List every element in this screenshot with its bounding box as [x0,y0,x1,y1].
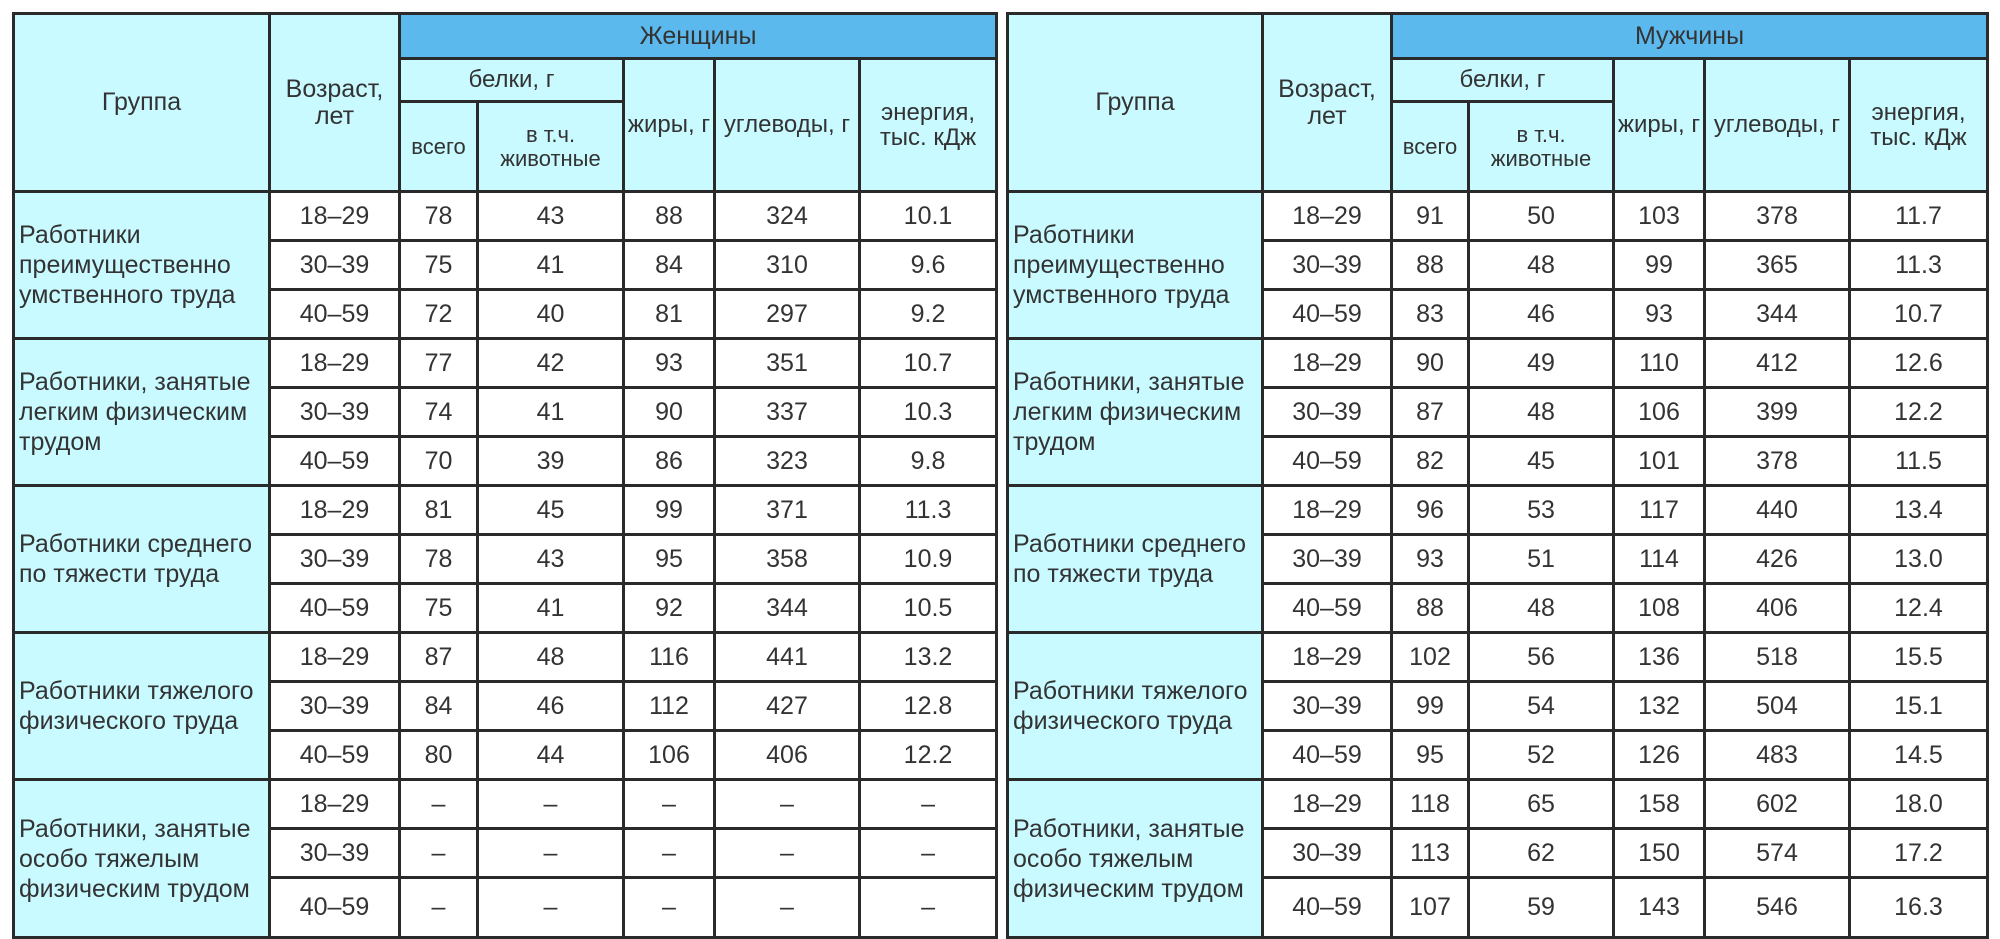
energy-cell: – [860,780,997,829]
protein-total-cell: 81 [400,486,478,535]
fats-cell: – [624,780,715,829]
carbs-cell: 602 [1705,780,1850,829]
carbs-cell: – [715,780,860,829]
fats-cell: – [624,878,715,938]
header-age: Возраст, лет [270,14,400,192]
fats-cell: 108 [1614,584,1705,633]
fats-cell: 95 [624,535,715,584]
fats-cell: 99 [624,486,715,535]
fats-cell: 116 [624,633,715,682]
carbs-cell: 323 [715,437,860,486]
table-row [1008,780,1988,829]
carbs-cell: 427 [715,682,860,731]
header-energy: энергия, тыс. кДж [1850,59,1988,192]
energy-cell: 12.6 [1850,339,1988,388]
carbs-cell: 406 [715,731,860,780]
energy-cell: 10.7 [860,339,997,388]
carbs-cell: 351 [715,339,860,388]
protein-total-cell: 107 [1392,878,1469,938]
age-cell: 18–29 [1263,192,1392,241]
age-cell: 30–39 [270,535,400,584]
age-cell: 30–39 [270,682,400,731]
group-name-cell: Работники преимущественно умственного труда [1008,192,1263,339]
header-protein: белки, г [1392,59,1614,102]
header-energy: энергия, тыс. кДж [860,59,997,192]
protein-animal-cell: 44 [478,731,624,780]
protein-animal-cell: – [478,878,624,938]
age-cell: 30–39 [1263,682,1392,731]
age-cell: 40–59 [270,731,400,780]
energy-cell: 11.7 [1850,192,1988,241]
energy-cell: 14.5 [1850,731,1988,780]
protein-animal-cell: 48 [1469,584,1614,633]
age-cell: 30–39 [1263,829,1392,878]
protein-total-cell: 102 [1392,633,1469,682]
protein-animal-cell: 59 [1469,878,1614,938]
protein-animal-cell: 56 [1469,633,1614,682]
protein-total-cell: 118 [1392,780,1469,829]
protein-animal-cell: 51 [1469,535,1614,584]
protein-total-cell: 77 [400,339,478,388]
age-cell: 30–39 [270,388,400,437]
protein-animal-cell: 45 [478,486,624,535]
protein-total-cell: 99 [1392,682,1469,731]
protein-total-cell: 74 [400,388,478,437]
fats-cell: 150 [1614,829,1705,878]
protein-total-cell: – [400,829,478,878]
energy-cell: 10.5 [860,584,997,633]
fats-cell: 93 [1614,290,1705,339]
group-name-cell: Работники тяжелого физического труда [1008,633,1263,780]
carbs-cell: – [715,878,860,938]
carbs-cell: 406 [1705,584,1850,633]
fats-cell: 90 [624,388,715,437]
protein-total-cell: 93 [1392,535,1469,584]
protein-animal-cell: 49 [1469,339,1614,388]
protein-total-cell: 78 [400,535,478,584]
protein-animal-cell: 65 [1469,780,1614,829]
header-fats: жиры, г [624,59,715,192]
men-nutrition-table [1006,12,1989,939]
table-row [14,192,997,241]
protein-total-cell: 70 [400,437,478,486]
header-protein-total: всего [1392,102,1469,192]
age-cell: 18–29 [270,192,400,241]
protein-total-cell: 91 [1392,192,1469,241]
age-cell: 18–29 [1263,486,1392,535]
fats-cell: 99 [1614,241,1705,290]
header-women-title: Женщины [400,14,997,59]
energy-cell: 15.5 [1850,633,1988,682]
header-fats: жиры, г [1614,59,1705,192]
energy-cell: 17.2 [1850,829,1988,878]
header-age: Возраст, лет [1263,14,1392,192]
carbs-cell: 546 [1705,878,1850,938]
age-cell: 40–59 [1263,437,1392,486]
protein-total-cell: – [400,878,478,938]
header-protein: белки, г [400,59,624,102]
carbs-cell: 574 [1705,829,1850,878]
group-name-cell: Работники, занятые легким физическим трудом [1008,339,1263,486]
age-cell: 18–29 [1263,780,1392,829]
carbs-cell: 412 [1705,339,1850,388]
table-row [14,339,997,388]
energy-cell: 12.2 [860,731,997,780]
energy-cell: 15.1 [1850,682,1988,731]
carbs-cell: 337 [715,388,860,437]
carbs-cell: 399 [1705,388,1850,437]
carbs-cell: 518 [1705,633,1850,682]
age-cell: 30–39 [270,241,400,290]
protein-animal-cell: – [478,829,624,878]
protein-animal-cell: 48 [1469,388,1614,437]
group-name-cell: Работники преимущественно умственного труда [14,192,270,339]
header-protein-total: всего [400,102,478,192]
protein-animal-cell: 41 [478,584,624,633]
protein-total-cell: 87 [1392,388,1469,437]
fats-cell: 81 [624,290,715,339]
protein-animal-cell: 39 [478,437,624,486]
table-row [14,780,997,829]
protein-total-cell: 87 [400,633,478,682]
energy-cell: 12.8 [860,682,997,731]
fats-cell: 114 [1614,535,1705,584]
header-group: Группа [1008,14,1263,192]
carbs-cell: 365 [1705,241,1850,290]
fats-cell: 126 [1614,731,1705,780]
protein-total-cell: 80 [400,731,478,780]
protein-total-cell: 82 [1392,437,1469,486]
protein-animal-cell: 45 [1469,437,1614,486]
protein-animal-cell: 50 [1469,192,1614,241]
energy-cell: 9.2 [860,290,997,339]
age-cell: 18–29 [270,339,400,388]
protein-total-cell: 75 [400,241,478,290]
protein-animal-cell: 46 [478,682,624,731]
age-cell: 40–59 [1263,584,1392,633]
carbs-cell: 426 [1705,535,1850,584]
protein-animal-cell: 48 [478,633,624,682]
carbs-cell: 378 [1705,437,1850,486]
fats-cell: 92 [624,584,715,633]
fats-cell: 106 [624,731,715,780]
protein-animal-cell: 46 [1469,290,1614,339]
fats-cell: 86 [624,437,715,486]
energy-cell: 10.3 [860,388,997,437]
age-cell: 18–29 [270,780,400,829]
energy-cell: 10.1 [860,192,997,241]
group-name-cell: Работники, занятые особо тяжелым физическим трудом [14,780,270,938]
fats-cell: 136 [1614,633,1705,682]
table-body [14,192,997,938]
fats-cell: 143 [1614,878,1705,938]
fats-cell: 84 [624,241,715,290]
table-row [14,633,997,682]
carbs-cell: 344 [715,584,860,633]
table-body [1008,192,1988,938]
energy-cell: 16.3 [1850,878,1988,938]
age-cell: 18–29 [1263,633,1392,682]
table-row [1008,192,1988,241]
protein-total-cell: 72 [400,290,478,339]
table-row [1008,339,1988,388]
fats-cell: 88 [624,192,715,241]
protein-total-cell: – [400,780,478,829]
age-cell: 40–59 [1263,731,1392,780]
protein-animal-cell: 43 [478,192,624,241]
protein-total-cell: 84 [400,682,478,731]
table-row [14,486,997,535]
age-cell: 30–39 [1263,388,1392,437]
energy-cell: 10.9 [860,535,997,584]
carbs-cell: 483 [1705,731,1850,780]
fats-cell: 106 [1614,388,1705,437]
fats-cell: – [624,829,715,878]
protein-animal-cell: 42 [478,339,624,388]
age-cell: 18–29 [270,486,400,535]
carbs-cell: 297 [715,290,860,339]
energy-cell: 12.4 [1850,584,1988,633]
carbs-cell: 310 [715,241,860,290]
fats-cell: 93 [624,339,715,388]
carbs-cell: 324 [715,192,860,241]
carbs-cell: 504 [1705,682,1850,731]
carbs-cell: 371 [715,486,860,535]
protein-total-cell: 95 [1392,731,1469,780]
energy-cell: 12.2 [1850,388,1988,437]
age-cell: 40–59 [270,584,400,633]
fats-cell: 112 [624,682,715,731]
women-nutrition-table [12,12,998,939]
table-row [1008,486,1988,535]
carbs-cell: 358 [715,535,860,584]
protein-total-cell: 88 [1392,241,1469,290]
fats-cell: 103 [1614,192,1705,241]
table-row [1008,633,1988,682]
protein-animal-cell: 41 [478,388,624,437]
header-carbs: углеводы, г [715,59,860,192]
header-carbs: углеводы, г [1705,59,1850,192]
fats-cell: 132 [1614,682,1705,731]
fats-cell: 117 [1614,486,1705,535]
protein-animal-cell: 41 [478,241,624,290]
energy-cell: – [860,878,997,938]
age-cell: 40–59 [1263,878,1392,938]
age-cell: 40–59 [270,878,400,938]
energy-cell: 9.6 [860,241,997,290]
protein-animal-cell: – [478,780,624,829]
group-name-cell: Работники среднего по тяжести труда [14,486,270,633]
protein-animal-cell: 48 [1469,241,1614,290]
energy-cell: 11.3 [1850,241,1988,290]
protein-total-cell: 78 [400,192,478,241]
energy-cell: 9.8 [860,437,997,486]
protein-animal-cell: 43 [478,535,624,584]
age-cell: 30–39 [1263,241,1392,290]
age-cell: 40–59 [1263,290,1392,339]
energy-cell: – [860,829,997,878]
header-protein-animal: в т.ч. животные [1469,102,1614,192]
protein-total-cell: 83 [1392,290,1469,339]
age-cell: 30–39 [270,829,400,878]
energy-cell: 13.2 [860,633,997,682]
header-group: Группа [14,14,270,192]
fats-cell: 110 [1614,339,1705,388]
energy-cell: 13.4 [1850,486,1988,535]
energy-cell: 13.0 [1850,535,1988,584]
protein-total-cell: 90 [1392,339,1469,388]
carbs-cell: 378 [1705,192,1850,241]
protein-total-cell: 113 [1392,829,1469,878]
age-cell: 40–59 [270,290,400,339]
group-name-cell: Работники, занятые особо тяжелым физическим трудом [1008,780,1263,938]
age-cell: 30–39 [1263,535,1392,584]
energy-cell: 11.3 [860,486,997,535]
carbs-cell: 441 [715,633,860,682]
carbs-cell: 440 [1705,486,1850,535]
protein-total-cell: 88 [1392,584,1469,633]
group-name-cell: Работники тяжелого физического труда [14,633,270,780]
header-men-title: Мужчины [1392,14,1988,59]
age-cell: 18–29 [270,633,400,682]
protein-total-cell: 96 [1392,486,1469,535]
protein-animal-cell: 40 [478,290,624,339]
energy-cell: 10.7 [1850,290,1988,339]
protein-animal-cell: 54 [1469,682,1614,731]
age-cell: 40–59 [270,437,400,486]
protein-animal-cell: 62 [1469,829,1614,878]
energy-cell: 18.0 [1850,780,1988,829]
header-protein-animal: в т.ч. животные [478,102,624,192]
protein-animal-cell: 52 [1469,731,1614,780]
group-name-cell: Работники, занятые легким физическим трудом [14,339,270,486]
fats-cell: 158 [1614,780,1705,829]
age-cell: 18–29 [1263,339,1392,388]
protein-total-cell: 75 [400,584,478,633]
carbs-cell: 344 [1705,290,1850,339]
fats-cell: 101 [1614,437,1705,486]
energy-cell: 11.5 [1850,437,1988,486]
group-name-cell: Работники среднего по тяжести труда [1008,486,1263,633]
carbs-cell: – [715,829,860,878]
protein-animal-cell: 53 [1469,486,1614,535]
